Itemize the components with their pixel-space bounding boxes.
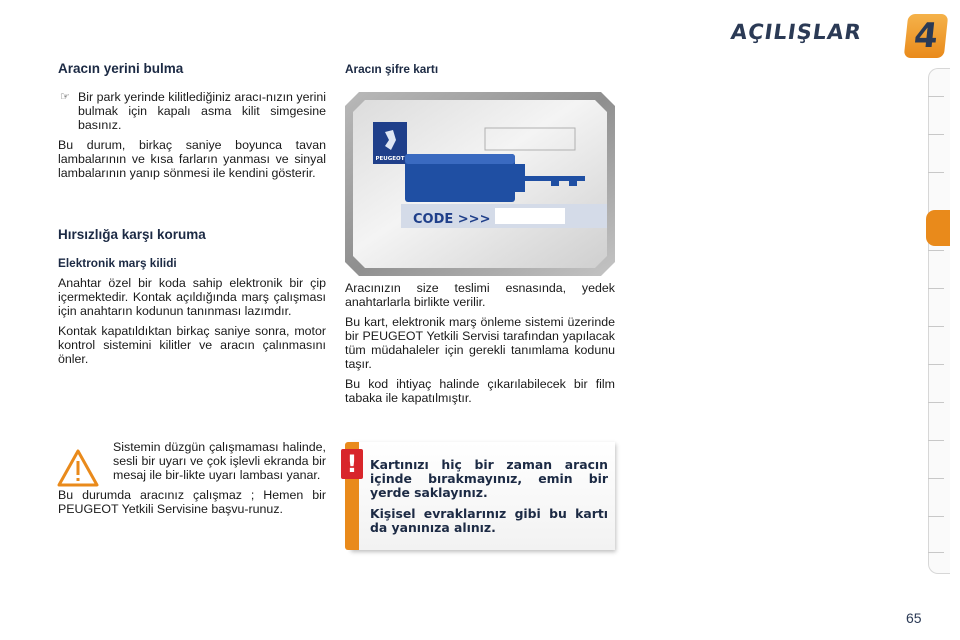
subsection-title-immobiliser: Elektronik marş kilidi	[58, 256, 177, 270]
rail-divider	[928, 402, 944, 403]
rail-divider	[928, 250, 944, 251]
section-title-code-card: Aracın şifre kartı	[345, 62, 439, 76]
rail-divider	[928, 516, 944, 517]
rail-divider	[928, 478, 944, 479]
warning-text: Bu durumda aracınız çalışmaz ; Hemen bir PEUGEOT Yetkili Servisine başvu-runuz.	[58, 488, 326, 516]
rail-divider	[928, 134, 944, 135]
rail-divider	[928, 326, 944, 327]
page-number: 65	[906, 610, 922, 626]
code-card-illustration	[345, 92, 615, 276]
note-text: Kişisel evraklarınız gibi bu kartı da yanınıza alınız.	[370, 506, 608, 535]
important-note-text	[370, 458, 608, 542]
card-code-label: CODE >>>	[413, 212, 491, 227]
chapter-badge	[904, 14, 949, 58]
middle-column	[345, 62, 615, 82]
paragraph: Kontak kapatıldıktan birkaç saniye sonra, motor kontrol sistemini kilitler ve aracın çalınmasını önler.	[58, 324, 326, 366]
code-card-description	[345, 281, 615, 411]
rail-divider	[928, 288, 944, 289]
warning-text: Sistemin düzgün çalışmaması halinde, sesli bir uyarı ve çok işlevli ekranda bir mesaj ile bir-likte uyarı lambası yanar.	[113, 440, 326, 482]
paragraph: Aracınızın size teslimi esnasında, yedek anahtarlarla birlikte verilir.	[345, 281, 615, 309]
rail-divider	[928, 440, 944, 441]
rail-divider	[928, 172, 944, 173]
paragraph: Bu durum, birkaç saniye boyunca tavan lambalarının ve kısa farların yanması ve sinyal lambalarının yanıp sönmesi ile kendini gösterir.	[58, 138, 326, 180]
rail-divider	[928, 96, 944, 97]
chapter-title: AÇILIŞLAR	[729, 20, 864, 44]
page-header	[600, 8, 960, 60]
chapter-number: 4	[912, 16, 940, 56]
pointing-hand-icon: ☞	[60, 91, 70, 103]
paragraph: Bu kod ihtiyaç halinde çıkarılabilecek bir film tabaka ile kapatılmıştır.	[345, 377, 615, 405]
section-title-theft: Hırsızlığa karşı koruma	[58, 227, 206, 242]
rail-divider	[928, 552, 944, 553]
warning-block	[58, 440, 326, 522]
paragraph: Anahtar özel bir koda sahip elektronik bir çip içermektedir. Kontak açıldığında marş çalışması için anahtarın kodunun tanınması lazımdır.	[58, 276, 326, 318]
paragraph: Bu kart, elektronik marş önleme sistemi üzerinde bir PEUGEOT Yetkili Servisi tarafından yapılacak tüm müdahaleler için gerekli tanımlama kodunu taşır.	[345, 315, 615, 371]
bullet-text: Bir park yerinde kilitlediğiniz aracı-nızın yerini bulmak için kapalı asma kilit simgesine basınız.	[78, 90, 326, 132]
chapter-tab-active[interactable]	[926, 210, 950, 246]
rail-divider	[928, 364, 944, 365]
note-text: Kartınızı hiç bir zaman aracın içinde bırakmayınız, emin bir yerde saklayınız.	[370, 457, 608, 500]
card-brand: PEUGEOT	[375, 156, 405, 162]
section-title-locate: Aracın yerini bulma	[58, 61, 184, 76]
exclamation-icon: !	[341, 449, 363, 479]
left-column	[58, 62, 326, 372]
chapter-tab-rail	[928, 68, 950, 574]
bullet-item	[58, 90, 326, 132]
